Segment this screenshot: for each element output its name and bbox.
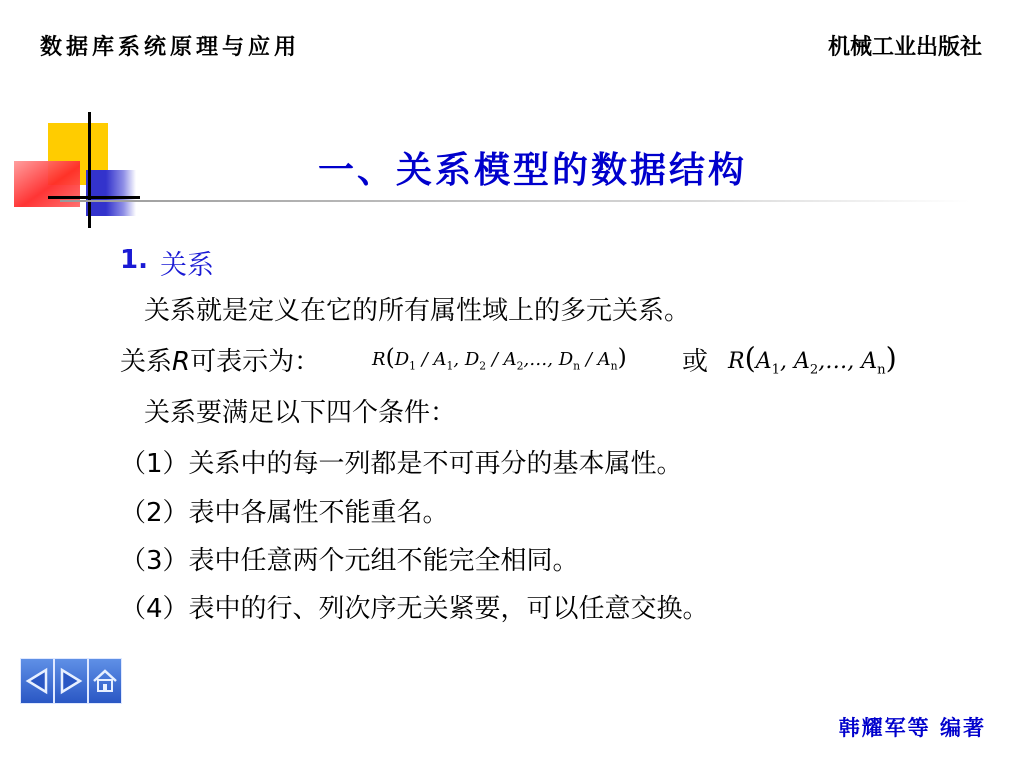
condition-item: （1）关系中的每一列都是不可再分的基本属性。 [120,449,683,479]
title-divider [60,200,970,202]
next-icon [58,667,84,695]
previous-slide-button[interactable] [20,658,54,704]
relation-symbol: R [172,347,191,377]
representation-suffix: 可表示为： [190,347,321,377]
vertical-line [88,112,91,228]
condition-item: （4）表中的行、列次序无关紧要，可以任意交换。 [120,594,709,624]
slide-navigation [20,658,124,704]
home-icon [92,667,118,695]
horizontal-line [48,196,140,199]
next-slide-button[interactable] [54,658,88,704]
or-connector: 或 [682,347,709,377]
publisher-name: 机械工业出版社 [827,35,982,60]
slide-title: 一、关系模型的数据结构 [318,149,748,191]
course-title: 数据库系统原理与应用 [40,34,301,60]
blue-square [86,170,136,216]
author-credit: 韩耀军等 编著 [838,715,986,740]
relation-formula-long: $R(D_1 / A_1$, $D_2$ / $A_2,\dots$, $D_n / A_n$) [372,343,627,373]
previous-icon [24,667,50,695]
condition-item: （2）表中各属性不能重名。 [120,498,449,528]
section-name: 关系 [160,250,214,281]
representation-line [120,341,320,378]
section-number: 1. [120,245,148,275]
relation-formula-short: $R(A_1$, $A_2,\dots$, $A_n$) [728,341,897,378]
representation-prefix: 关系 [120,347,173,377]
definition-text: 关系就是定义在它的所有属性域上的多元关系。 [144,296,691,326]
conditions-intro: 关系要满足以下四个条件： [144,398,457,428]
condition-item: （3）表中任意两个元组不能完全相同。 [120,546,579,576]
home-button[interactable] [88,658,122,704]
